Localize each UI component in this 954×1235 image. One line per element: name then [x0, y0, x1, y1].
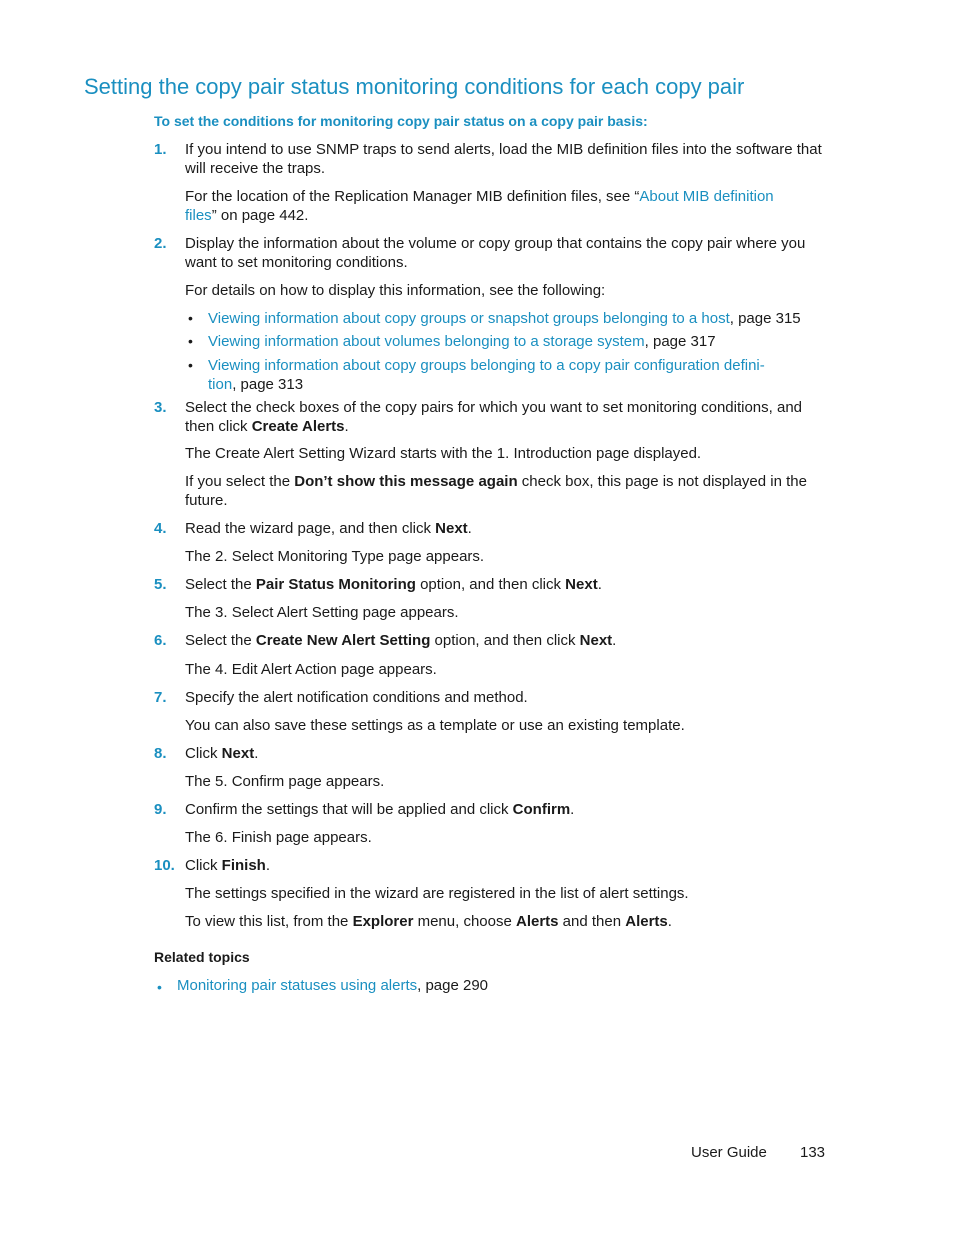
- step-note: The 2. Select Monitoring Type page appears.: [185, 548, 485, 565]
- step-text: Select the check boxes of the copy pairs for which you want to set monitoring conditions, and then click Create Alerts.: [185, 399, 803, 435]
- step-number: 5.: [154, 576, 167, 593]
- step-number: 2.: [154, 235, 167, 252]
- step-note: The Create Alert Setting Wizard starts with the 1. Introduction page displayed.: [185, 445, 702, 462]
- step-number: 6.: [154, 632, 167, 649]
- procedure-title: To set the conditions for monitoring copy pair status on a copy pair basis:: [154, 113, 648, 129]
- step-text: Select the Pair Status Monitoring option, and then click Next.: [185, 576, 602, 593]
- step-text: Click Finish.: [185, 857, 271, 874]
- page-heading: Setting the copy pair status monitoring conditions for each copy pair: [84, 74, 745, 99]
- host-groups-link[interactable]: Viewing information about copy groups or snapshot groups belonging to a host: [208, 310, 730, 327]
- step-number: 4.: [154, 520, 167, 537]
- step-note: The 3. Select Alert Setting page appears.: [185, 604, 459, 621]
- bullet-icon: •: [157, 979, 162, 995]
- step-text: Specify the alert notification conditions and method.: [185, 689, 528, 706]
- step-text: Click Next.: [185, 745, 259, 762]
- step-note: You can also save these settings as a template or use an existing template.: [185, 717, 685, 734]
- storage-volumes-link[interactable]: Viewing information about volumes belonging to a storage system: [208, 333, 645, 350]
- mib-definition-link[interactable]: About MIB definition files: [185, 188, 774, 224]
- step-note: For details on how to display this information, see the following:: [185, 282, 606, 299]
- step-text: Confirm the settings that will be applied and click Confirm.: [185, 801, 575, 818]
- related-item: Monitoring pair statuses using alerts, page 290: [177, 977, 489, 994]
- step-note: To view this list, from the Explorer menu, choose Alerts and then Alerts.: [185, 913, 672, 930]
- step-text: Display the information about the volume or copy group that contains the copy pair where you want to set monitoring conditions.: [185, 235, 806, 271]
- footer-label: User Guide: [691, 1144, 767, 1161]
- page-number: 133: [800, 1144, 826, 1161]
- step-note: The 6. Finish page appears.: [185, 829, 372, 846]
- pair-config-link[interactable]: Viewing information about copy groups belonging to a copy pair configuration defini-tion: [208, 357, 765, 393]
- step-text: Read the wizard page, and then click Next.: [185, 520, 472, 537]
- step-number: 9.: [154, 801, 167, 818]
- bullet-icon: •: [188, 333, 193, 349]
- step-number: 8.: [154, 745, 167, 762]
- bullet-icon: •: [188, 310, 193, 326]
- step-number: 3.: [154, 399, 167, 416]
- monitoring-alerts-link[interactable]: Monitoring pair statuses using alerts: [177, 977, 418, 994]
- step-number: 7.: [154, 689, 167, 706]
- list-item: Viewing information about copy groups or snapshot groups belonging to a host, page 315: [208, 310, 801, 327]
- step-note: If you select the Don’t show this message again check box, this page is not displayed in the future.: [185, 473, 807, 509]
- step-number: 10.: [154, 857, 175, 874]
- step-text: Select the Create New Alert Setting option, and then click Next.: [185, 632, 617, 649]
- step-number: 1.: [154, 141, 167, 158]
- list-item: Viewing information about copy groups belonging to a copy pair configuration defini-tion, page 313: [208, 357, 765, 393]
- step-note: The 4. Edit Alert Action page appears.: [185, 661, 437, 678]
- related-topics-heading: Related topics: [154, 949, 250, 965]
- step-note: The settings specified in the wizard are registered in the list of alert settings.: [185, 885, 689, 902]
- step-text: If you intend to use SNMP traps to send alerts, load the MIB definition files into the software that will receive the traps.: [185, 141, 822, 177]
- list-item: Viewing information about volumes belonging to a storage system, page 317: [208, 333, 716, 350]
- step-note: For the location of the Replication Manager MIB definition files, see “About MIB definition files” on page 442.: [185, 188, 774, 224]
- bullet-icon: •: [188, 357, 193, 373]
- step-note: The 5. Confirm page appears.: [185, 773, 385, 790]
